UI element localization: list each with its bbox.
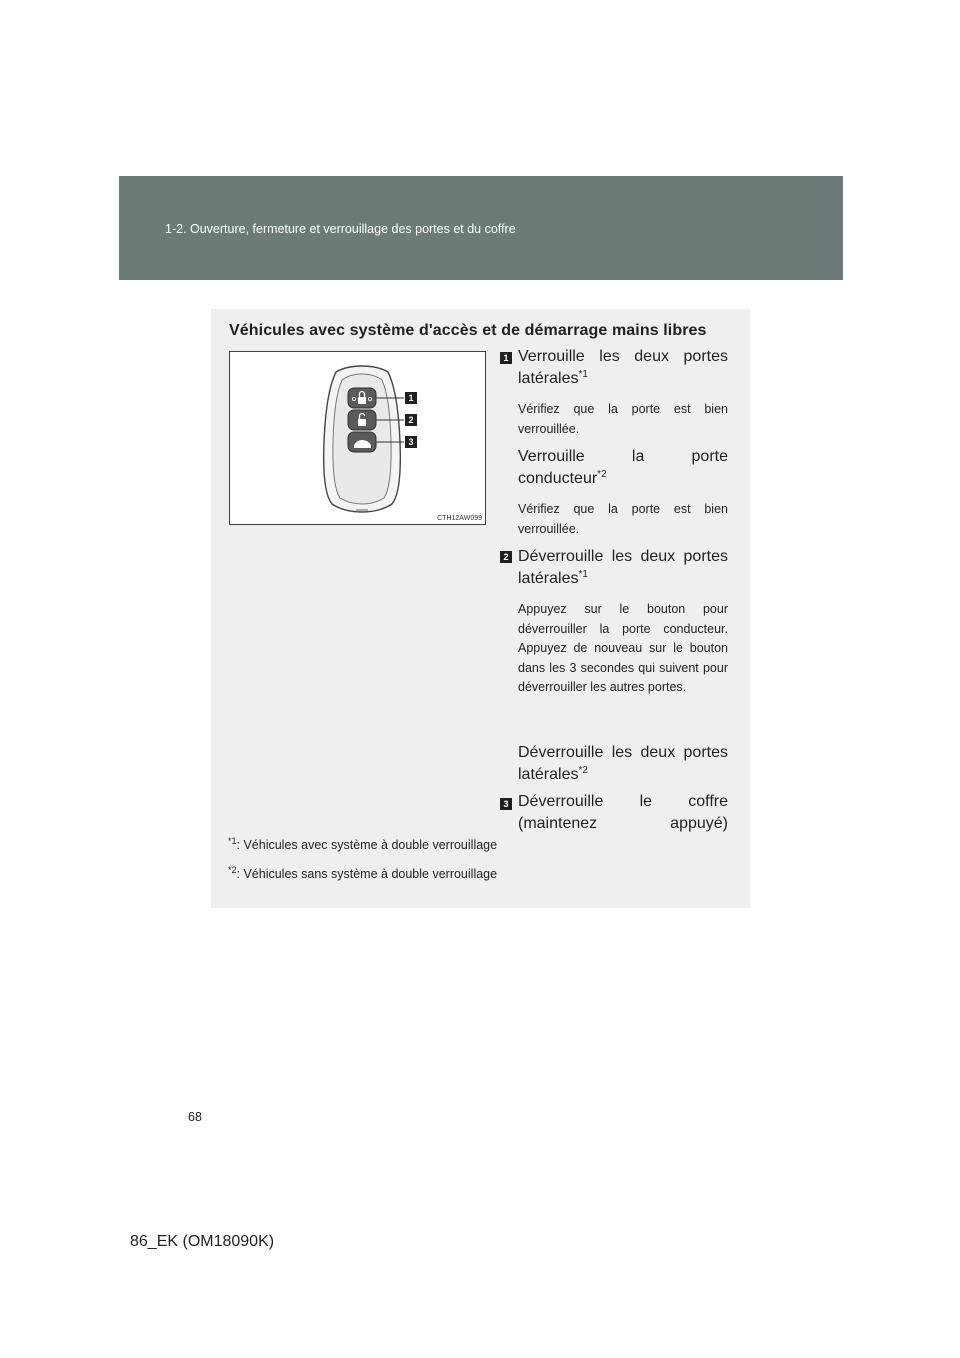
footnote-2: $^{*2}$: Véhicules sans système à double verrouillage bbox=[228, 865, 498, 881]
section-header-band bbox=[119, 176, 843, 280]
section-title: 1-2. Ouverture, fermeture et verrouillage des portes et du coffre bbox=[165, 222, 516, 236]
item-badge-3: 3 bbox=[500, 798, 512, 810]
item-badge-2: 2 bbox=[500, 551, 512, 563]
item-heading: Déverrouille le coffre (maintenez appuyé) bbox=[518, 793, 728, 832]
unlock-icon bbox=[358, 419, 366, 426]
smart-key-drawing bbox=[230, 352, 485, 524]
item-heading: Déverrouille les deux portes latérales$^{*1}$ bbox=[518, 548, 728, 587]
item-description: Vérifiez que la porte est bien verrouillée. bbox=[518, 402, 728, 436]
page-number: 68 bbox=[188, 1110, 202, 1124]
item-description: Vérifiez que la porte est bien verrouillée. bbox=[518, 502, 728, 536]
item-heading: Verrouille les deux portes latérales$^{*1}$ bbox=[518, 348, 728, 387]
callout-2: 2 bbox=[405, 414, 417, 426]
item-description: Appuyez sur le bouton pour déverrouiller la porte conducteur. Appuyez de nouveau sur le bouton dans les 3 secondes qui suivent pour déverrouiller les autres portes. bbox=[518, 602, 728, 694]
callout-1: 1 bbox=[405, 392, 417, 404]
panel-title: Véhicules avec système d'accès et de démarrage mains libres bbox=[229, 322, 707, 339]
smart-key-illustration bbox=[229, 351, 486, 525]
callout-3: 3 bbox=[405, 436, 417, 448]
footnote-1: $^{*1}$: Véhicules avec système à double verrouillage bbox=[228, 836, 498, 852]
item-heading: Verrouille la porte conducteur$^{*2}$ bbox=[518, 448, 728, 487]
lock-icon bbox=[358, 397, 366, 404]
item-heading: Déverrouille les deux portes latérales$^{*2}$ bbox=[518, 744, 728, 783]
document-code: 86_EK (OM18090K) bbox=[130, 1233, 275, 1250]
illustration-code: CTH12AW099 bbox=[437, 515, 482, 522]
item-badge-1: 1 bbox=[500, 352, 512, 364]
info-panel bbox=[211, 309, 750, 908]
